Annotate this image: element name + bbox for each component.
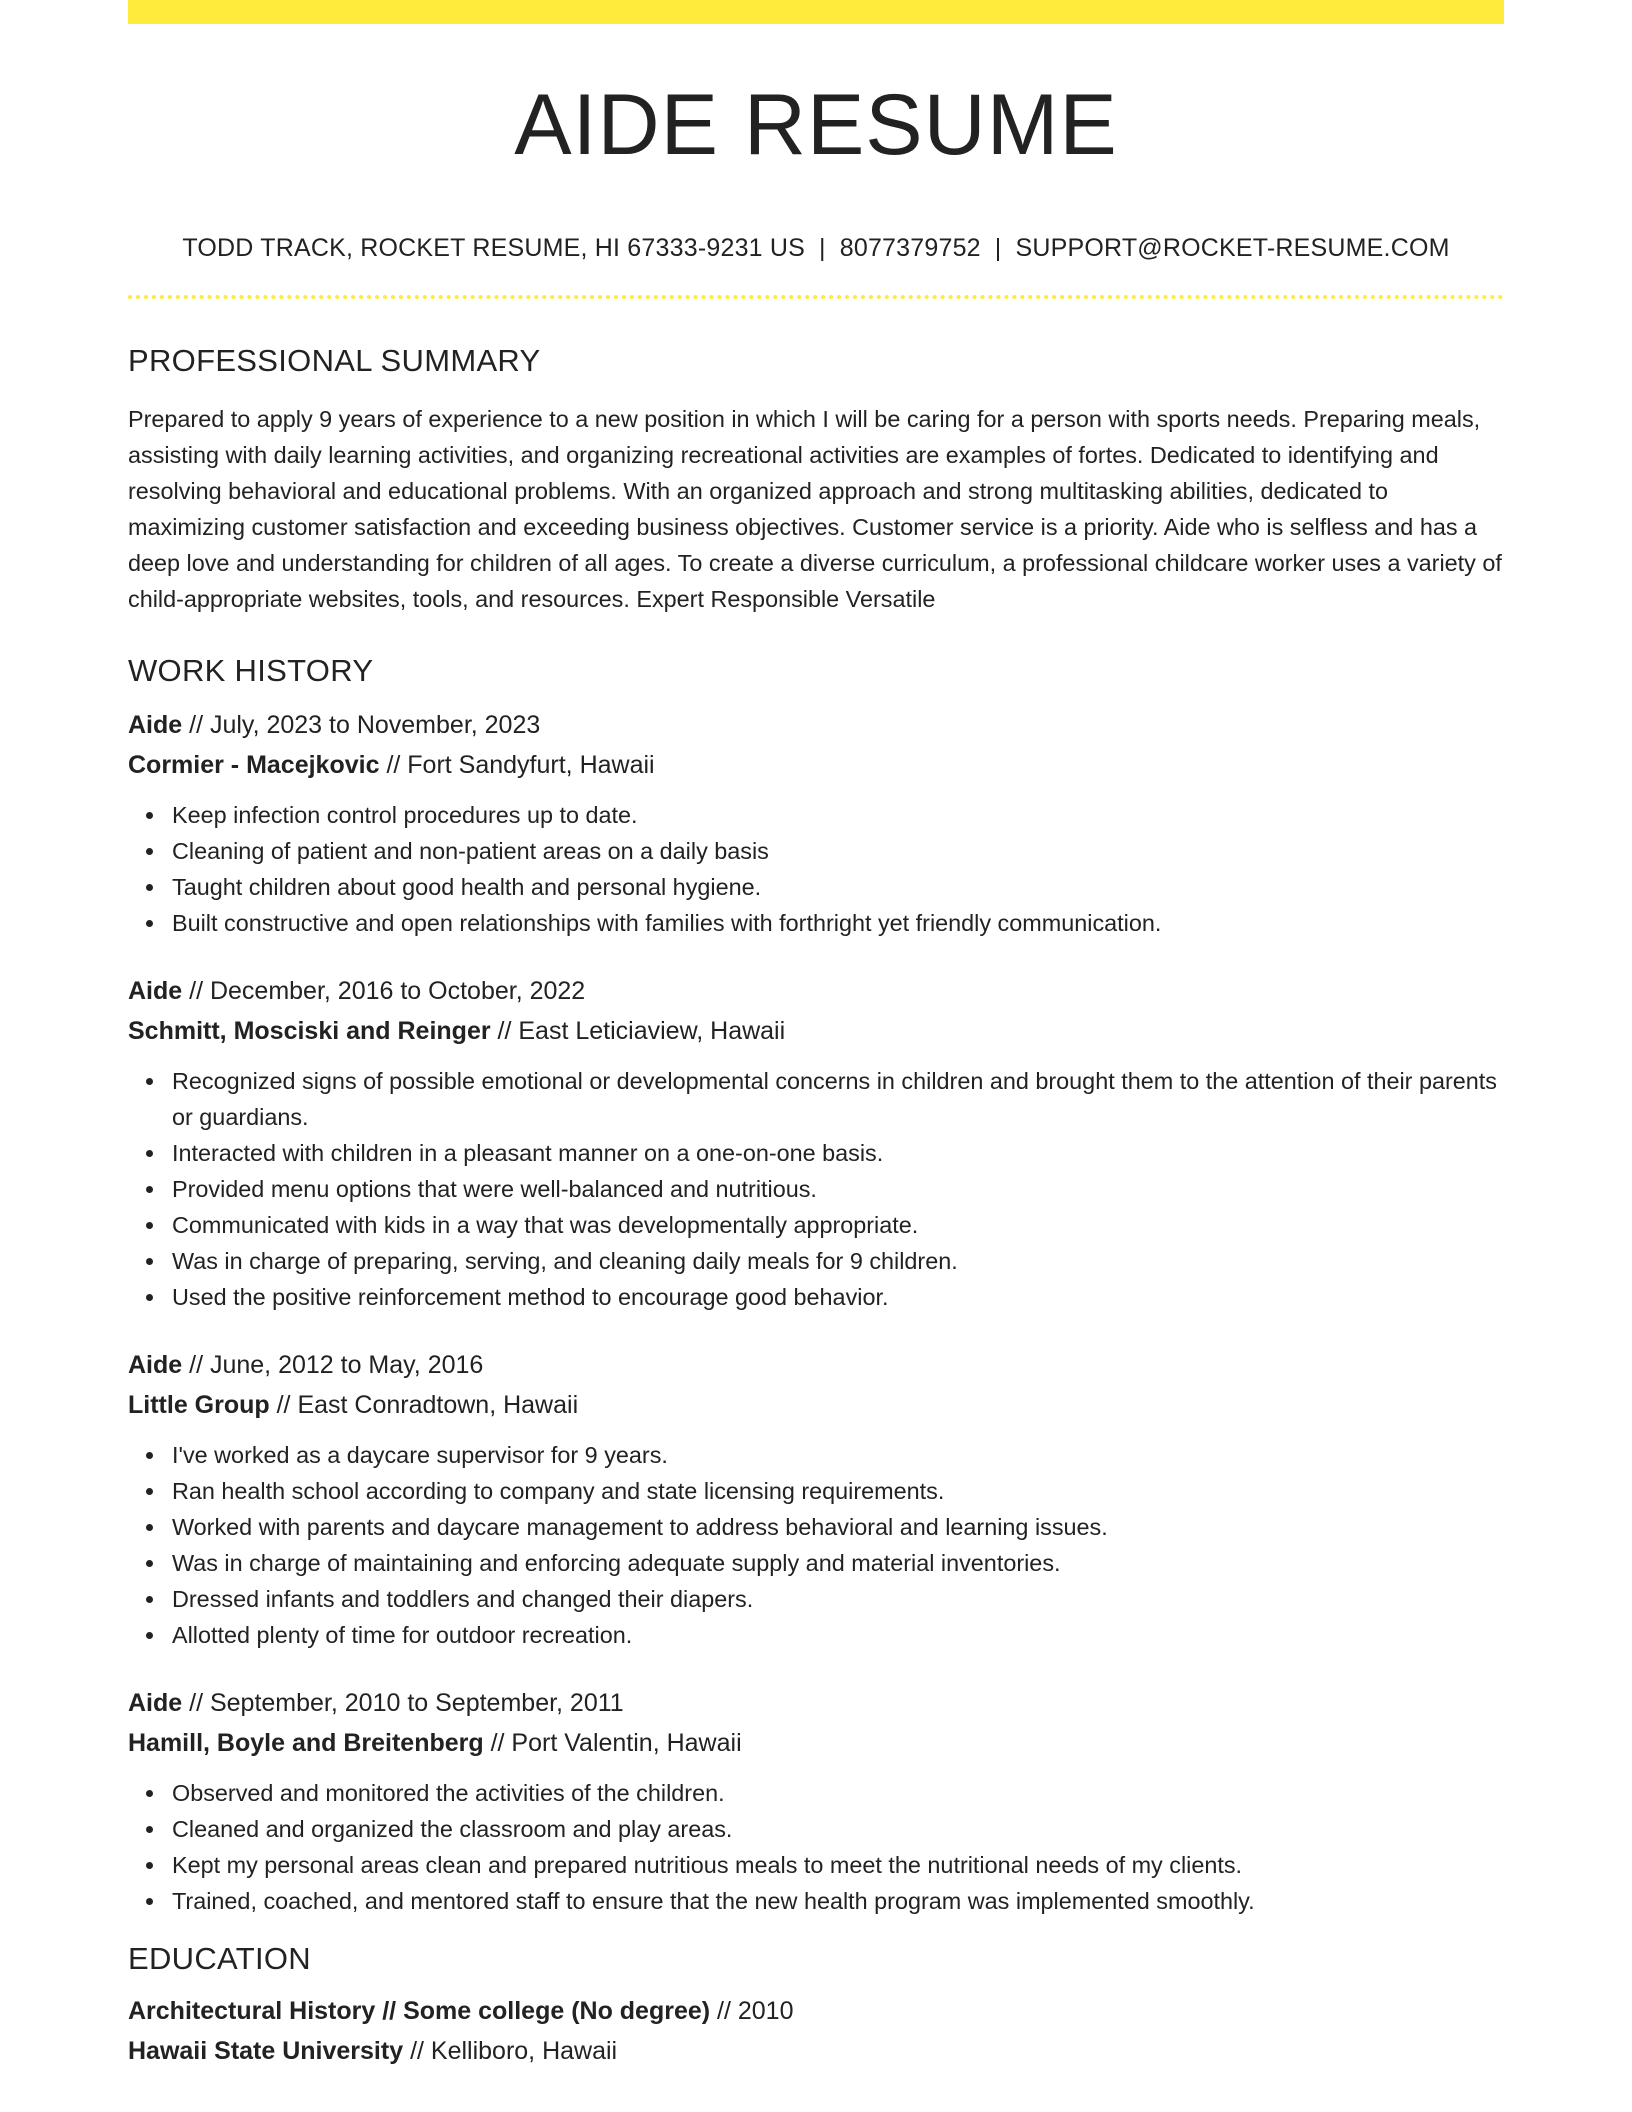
- education-school-line: [128, 2031, 1504, 2071]
- summary-text: Prepared to apply 9 years of experience to a new position in which I will be caring for a person with sports needs. Preparing meals, assisting with daily learning activities, and organizing recreational activities are examples of fortes. Dedicated to identifying and resolving behavioral and educational problems. With an organized approach and strong multitasking abilities, dedicated to maximizing customer satisfaction and exceeding business objectives. Customer service is a priority. Aide who is selfless and has a deep love and understanding for children of all ages. To create a diverse curriculum, a professional childcare worker uses a variety of child-appropriate websites, tools, and resources. Expert Responsible Versatile: [128, 406, 1502, 612]
- education-year: // 2010: [710, 1997, 794, 2025]
- summary-heading: PROFESSIONAL SUMMARY: [128, 343, 541, 378]
- job-title-line: [128, 971, 1504, 1011]
- job-company: Little Group: [128, 1391, 270, 1419]
- job-company-line: [128, 1723, 1504, 1763]
- contact-separator: |: [819, 234, 826, 262]
- job-bullet-list: [128, 1775, 1504, 1919]
- job-company: Cormier - Macejkovic: [128, 751, 380, 779]
- job-title-line: [128, 1345, 1504, 1385]
- job-entry: [128, 705, 1504, 941]
- job-location: // Fort Sandyfurt, Hawaii: [379, 751, 655, 779]
- job-bullet-list: [128, 1063, 1504, 1315]
- dotted-divider: [128, 295, 1504, 299]
- contact-line: [128, 234, 1504, 263]
- education-degree: Architectural History // Some college (No degree): [128, 1997, 711, 2025]
- list-item: Trained, coached, and mentored staff to ensure that the new health program was implemented smoothly.: [172, 1883, 1504, 1919]
- list-item: Was in charge of preparing, serving, and cleaning daily meals for 9 children.: [172, 1243, 1504, 1279]
- list-item: Provided menu options that were well-balanced and nutritious.: [172, 1171, 1504, 1207]
- education-degree-line: [128, 1991, 1504, 2031]
- job-title: Aide: [128, 977, 183, 1005]
- job-company-line: [128, 1011, 1504, 1051]
- job-company: Hamill, Boyle and Breitenberg: [128, 1729, 484, 1757]
- list-item: Taught children about good health and personal hygiene.: [172, 869, 1504, 905]
- job-location: // East Conradtown, Hawaii: [269, 1391, 579, 1419]
- list-item: Cleaned and organized the classroom and play areas.: [172, 1811, 1504, 1847]
- education-heading: EDUCATION: [128, 1941, 311, 1976]
- list-item: Worked with parents and daycare management to address behavioral and learning issues.: [172, 1509, 1504, 1545]
- job-entry: [128, 971, 1504, 1315]
- job-dates: // June, 2012 to May, 2016: [182, 1351, 484, 1379]
- job-location: // Port Valentin, Hawaii: [483, 1729, 742, 1757]
- list-item: Recognized signs of possible emotional or developmental concerns in children and brought them to the attention of their parents or guardians.: [172, 1063, 1504, 1135]
- job-dates: // July, 2023 to November, 2023: [182, 711, 541, 739]
- list-item: Cleaning of patient and non-patient areas on a daily basis: [172, 833, 1504, 869]
- education-location: // Kelliboro, Hawaii: [403, 2037, 618, 2065]
- job-title-line: [128, 1683, 1504, 1723]
- list-item: Ran health school according to company and state licensing requirements.: [172, 1473, 1504, 1509]
- list-item: Was in charge of maintaining and enforcing adequate supply and material inventories.: [172, 1545, 1504, 1581]
- job-company-line: [128, 745, 1504, 785]
- job-entry: [128, 1683, 1504, 1919]
- accent-top-bar: [128, 0, 1504, 24]
- job-dates: // December, 2016 to October, 2022: [182, 977, 586, 1005]
- contact-separator: |: [994, 234, 1002, 262]
- contact-email: SUPPORT@ROCKET-RESUME.COM: [1015, 234, 1450, 262]
- job-location: // East Leticiaview, Hawaii: [490, 1017, 786, 1045]
- job-company: Schmitt, Mosciski and Reinger: [128, 1017, 491, 1045]
- job-dates: // September, 2010 to September, 2011: [182, 1689, 624, 1717]
- list-item: Used the positive reinforcement method to encourage good behavior.: [172, 1279, 1504, 1315]
- list-item: Keep infection control procedures up to date.: [172, 797, 1504, 833]
- list-item: Built constructive and open relationships with families with forthright yet friendly communication.: [172, 905, 1504, 941]
- list-item: Dressed infants and toddlers and changed their diapers.: [172, 1581, 1504, 1617]
- list-item: Observed and monitored the activities of the children.: [172, 1775, 1504, 1811]
- job-bullet-list: [128, 1437, 1504, 1653]
- list-item: Communicated with kids in a way that was developmentally appropriate.: [172, 1207, 1504, 1243]
- list-item: Interacted with children in a pleasant manner on a one-on-one basis.: [172, 1135, 1504, 1171]
- job-entry: [128, 1345, 1504, 1653]
- job-title: Aide: [128, 1689, 183, 1717]
- job-title: Aide: [128, 711, 183, 739]
- contact-phone: 8077379752: [839, 234, 981, 262]
- resume-page: [128, 0, 1504, 2071]
- list-item: Allotted plenty of time for outdoor recreation.: [172, 1617, 1504, 1653]
- job-title: Aide: [128, 1351, 183, 1379]
- list-item: I've worked as a daycare supervisor for 9 years.: [172, 1437, 1504, 1473]
- list-item: Kept my personal areas clean and prepared nutritious meals to meet the nutritional needs of my clients.: [172, 1847, 1504, 1883]
- resume-title: AIDE RESUME: [514, 77, 1118, 173]
- contact-address: TODD TRACK, ROCKET RESUME, HI 67333-9231 US: [182, 234, 806, 262]
- job-bullet-list: [128, 797, 1504, 941]
- education-school: Hawaii State University: [128, 2037, 404, 2065]
- work-history-heading: WORK HISTORY: [128, 653, 374, 688]
- job-company-line: [128, 1385, 1504, 1425]
- job-title-line: [128, 705, 1504, 745]
